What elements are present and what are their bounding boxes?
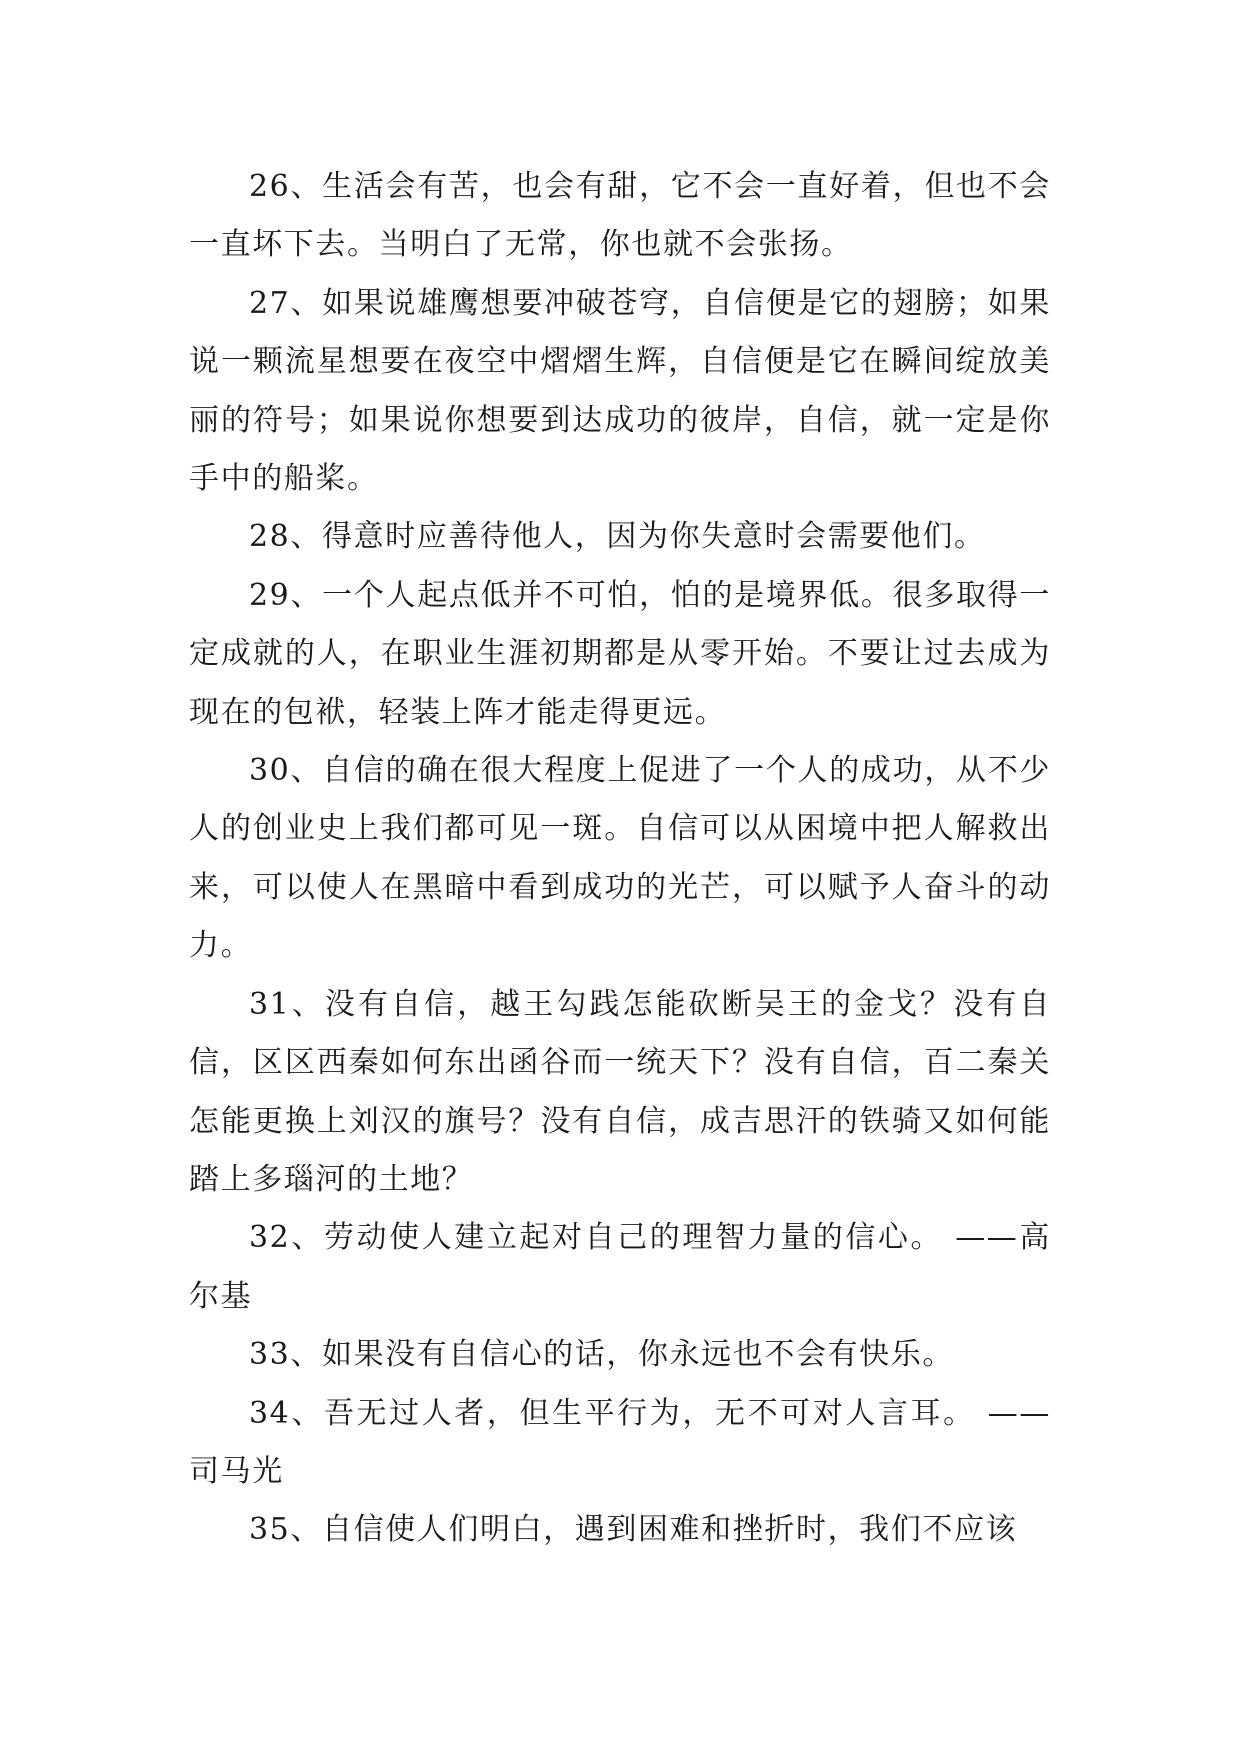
document-body [189, 158, 1051, 1560]
paragraph-34: 34、吾无过人者，但生平行为，无不可对人言耳。 ——司马光 [189, 1395, 1051, 1489]
paragraph-29: 29、一个人起点低并不可怕，怕的是境界低。很多取得一定成就的人，在职业生涯初期都是从零开始。不要让过去成为现在的包袱，轻装上阵才能走得更远。 [189, 577, 1051, 730]
paragraph-28: 28、得意时应善待他人，因为你失意时会需要他们。 [249, 519, 986, 555]
paragraph-31: 31、没有自信，越王勾践怎能砍断吴王的金戈？没有自信，区区西秦如何东出函谷而一统天下？没有自信，百二秦关怎能更换上刘汉的旗号？没有自信，成吉思汗的铁骑又如何能踏上多瑙河的土地？ [189, 986, 1051, 1197]
paragraph-30: 30、自信的确在很大程度上促进了一个人的成功，从不少人的创业史上我们都可见一斑。自信可以从困境中把人解救出来，可以使人在黑暗中看到成功的光芒，可以赋予人奋斗的动力。 [189, 753, 1051, 964]
paragraph-35: 35、自信使人们明白，遇到困难和挫折时，我们不应该 [249, 1512, 1018, 1548]
paragraph-32: 32、劳动使人建立起对自己的理智力量的信心。 ——高尔基 [189, 1220, 1051, 1314]
paragraph-27: 27、如果说雄鹰想要冲破苍穹，自信便是它的翅膀；如果说一颗流星想要在夜空中熠熠生辉，自信便是它在瞬间绽放美丽的符号；如果说你想要到达成功的彼岸，自信，就一定是你手中的船桨。 [189, 285, 1051, 497]
paragraph-33: 33、如果没有自信心的话，你永远也不会有快乐。 [249, 1337, 954, 1373]
paragraph-26: 26、生活会有苦，也会有甜，它不会一直好着，但也不会一直坏下去。当明白了无常，你也就不会张扬。 [189, 169, 1051, 263]
